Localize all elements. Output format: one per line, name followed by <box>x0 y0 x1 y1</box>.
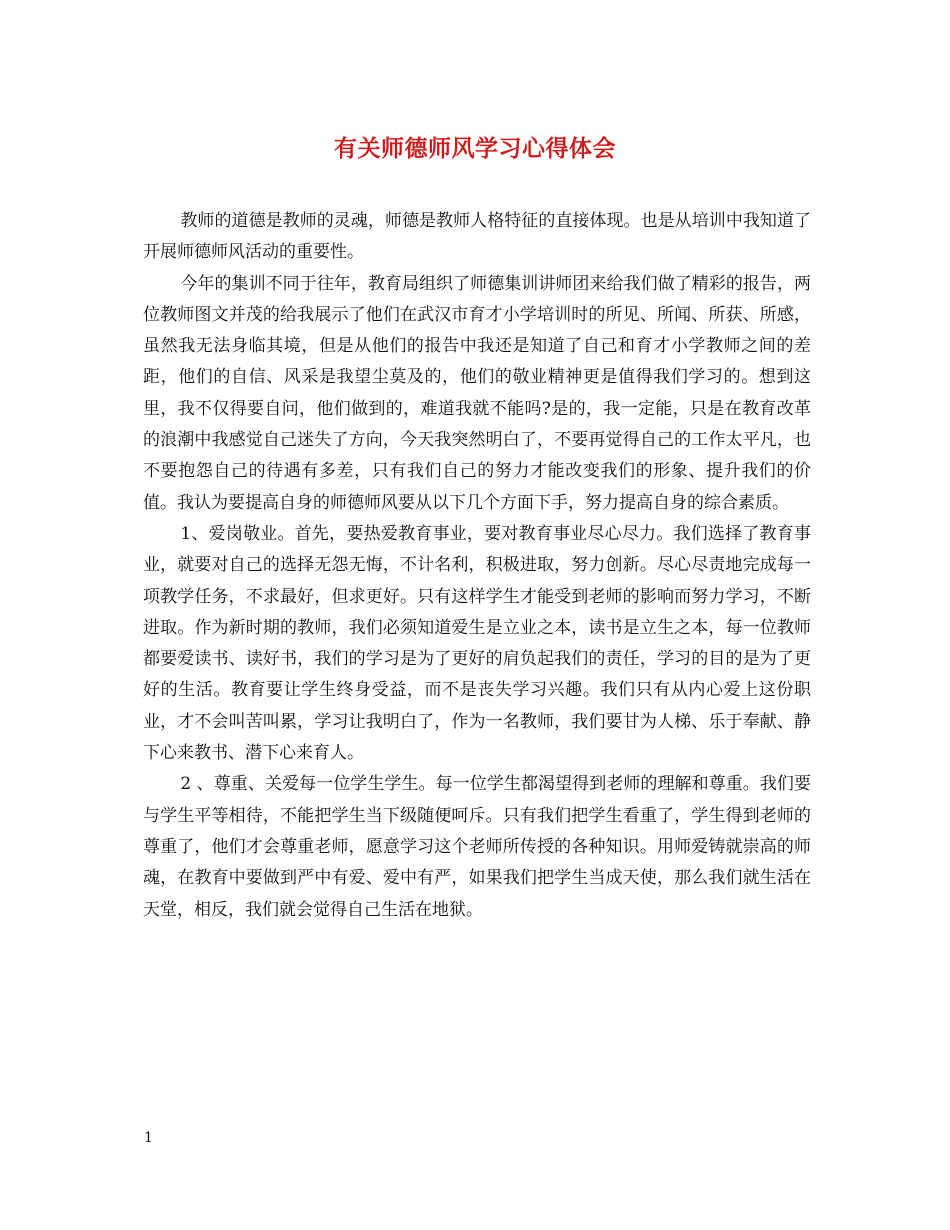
page-number: 1 <box>144 1130 153 1146</box>
document-body <box>143 206 811 926</box>
paragraph-intro: 教师的道德是教师的灵魂，师德是教师人格特征的直接体现。也是从培训中我知道了开展师德师风活动的重要性。 <box>143 211 811 263</box>
paragraph-training-report: 今年的集训不同于往年，教育局组织了师德集训讲师团来给我们做了精彩的报告，两位教师图文并茂的给我展示了他们在武汉市育才小学培训时的所见、所闻、所获、所感，虽然我无法身临其境，但是从他们的报告中我还是知道了自己和育才小学教师之间的差距，他们的自信、风采是我望尘莫及的，他们的敬业精神更是值得我们学习的。想到这里，我不仅得要自问，他们做到的，难道我就不能吗?是的，我一定能，只是在教育改革的浪潮中我感觉自己迷失了方向，今天我突然明白了，不要再觉得自己的工作太平凡，也不要抱怨自己的待遇有多差，只有我们自己的努力才能改变我们的形象、提升我们的价值。我认为要提高自身的师德师风要从以下几个方面下手，努力提高自身的综合素质。 <box>143 273 811 513</box>
paragraph-point-2: 2 、尊重、关爱每一位学生学生。每一位学生都渴望得到老师的理解和尊重。我们要与学生平等相待，不能把学生当下级随便呵斥。只有我们把学生看重了，学生得到老师的尊重了，他们才会尊重老师，愿意学习这个老师所传授的各种知识。用师爱铸就崇高的师魂，在教育中要做到严中有爱、爱中有严，如果我们把学生当成天使，那么我们就生活在天堂，相反，我们就会觉得自己生活在地狱。 <box>143 774 811 920</box>
paragraph-point-1: 1、爱岗敬业。首先，要热爱教育事业，要对教育事业尽心尽力。我们选择了教育事业，就要对自己的选择无怨无悔，不计名利，积极进取，努力创新。尽心尽责地完成每一项教学任务，不求最好，但求更好。只有这样学生才能受到老师的影响而努力学习，不断进取。作为新时期的教师，我们必须知道爱生是立业之本，读书是立生之本，每一位教师都要爱读书、读好书，我们的学习是为了更好的肩负起我们的责任，学习的目的是为了更好的生活。教育要让学生终身受益，而不是丧失学习兴趣。我们只有从内心爱上这份职业，才不会叫苦叫累，学习让我明白了，作为一名教师，我们要甘为人梯、乐于奉献、静下心来教书、潜下心来育人。 <box>143 523 811 764</box>
document-title: 有关师德师风学习心得体会 <box>334 135 616 162</box>
